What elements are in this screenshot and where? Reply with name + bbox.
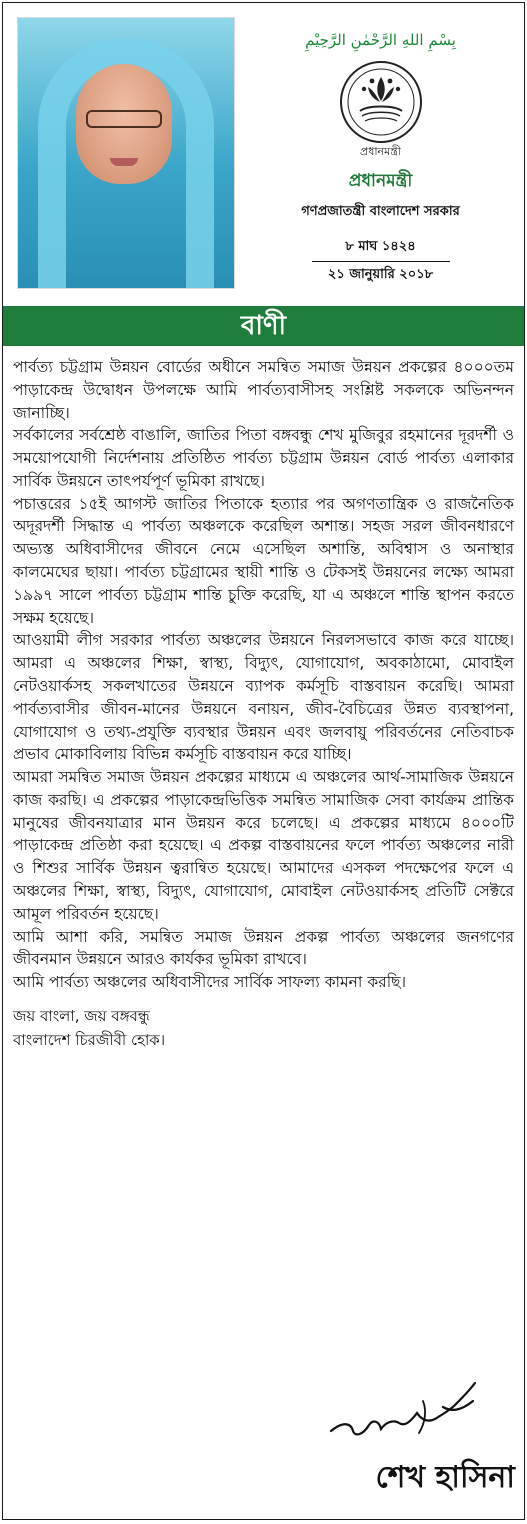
message-paragraph: সর্বকালের সর্বশ্রেষ্ঠ বাঙালি, জাতির পিতা বঙ্গবন্ধু শেখ মুজিবুর রহমানের দূরদর্শী ও সময়োপযোগী নির্দেশনায় প্রতিষ্ঠিত পার্বত্য চট্টগ্রাম উন্নয়ন বোর্ড পার্বত্য এলাকার সার্বিক উন্নয়নে তাৎপর্যপূর্ণ ভূমিকা রাখছে। bbox=[13, 426, 514, 490]
portrait-mouth bbox=[110, 158, 138, 166]
header bbox=[3, 3, 524, 306]
emblem-icon bbox=[338, 59, 424, 145]
closing-lines bbox=[13, 1004, 514, 1052]
handwritten-signature bbox=[323, 1361, 503, 1451]
message-paragraph: আমি পার্বত্য অঞ্চলের অধিবাসীদের সার্বিক সাফল্য কামনা করছি। bbox=[13, 973, 407, 992]
signatory-name: শেখ হাসিনা bbox=[375, 1460, 515, 1495]
message-paragraph: আওয়ামী লীগ সরকার পার্বত্য অঞ্চলের উন্নয়নে নিরলসভাবে কাজ করে যাচ্ছে। আমরা এ অঞ্চলের শিক্ষা, স্বাস্থ্য, বিদ্যুৎ, যোগাযোগ, অবকাঠামো, মোবাইল নেটওয়ার্কসহ সকলখাতের উন্নয়নে ব্যাপক কর্মসূচি বাস্তবায়ন করেছি। আমরা পার্বত্যবাসীর জীবন-মানের উন্নয়নে বনায়ন, জীব-বৈচিত্রের উন্নত ব্যবস্থাপনা, যোগাযোগ ও তথ্য-প্রযুক্তি ব্যবস্থার উন্নয়ন এবং জলবায়ু পরিবর্তনের নেতিবাচক প্রভাব মোকাবিলায় বিভিন্ন কর্মসূচি বাস্তবায়ন করে যাচ্ছি। bbox=[13, 631, 514, 764]
message-body bbox=[3, 346, 524, 1052]
message-paragraph: আমি আশা করি, সমন্বিত সমাজ উন্নয়ন প্রকল্প পার্বত্য অঞ্চলের জনগণের জীবনমান উন্নয়নে আরও কার্যকর ভূমিকা রাখবে। bbox=[13, 927, 514, 969]
message-paragraph: পার্বত্য চট্টগ্রাম উন্নয়ন বোর্ডের অধীনে সমন্বিত সমাজ উন্নয়ন প্রকল্পের ৪০০০তম পাড়াকেন্দ্র উদ্বোধন উপলক্ষে আমি পার্বত্যবাসীসহ সংশ্লিষ্ট সকলকে অভিনন্দন জানাচ্ছি। bbox=[13, 358, 514, 422]
closing-line-2: বাংলাদেশ চিরজীবী হোক। bbox=[13, 1030, 166, 1049]
government-emblem bbox=[338, 59, 424, 145]
date-divider bbox=[312, 261, 450, 262]
message-page bbox=[2, 2, 525, 1520]
date-gregorian: ২১ জানুয়ারি ২০১৮ bbox=[327, 267, 434, 282]
header-right bbox=[235, 3, 525, 286]
office-title: প্রধানমন্ত্রী bbox=[348, 171, 413, 191]
message-heading: বাণী bbox=[3, 306, 524, 346]
message-paragraph: আমরা সমন্বিত সমাজ উন্নয়ন প্রকল্পের মাধ্যমে এ অঞ্চলের আর্থ-সামাজিক উন্নয়নে কাজ করছি। এ প্রকল্পের পাড়াকেন্দ্রভিত্তিক সমন্বিত সামাজিক সেবা কার্যক্রম প্রান্তিক মানুষের জীবনযাত্রার মান উন্নয়ন করে চলেছে। এ প্রকল্পের মাধ্যমে ৪০০০টি পাড়াকেন্দ্র প্রতিষ্ঠা করা হয়েছে। এ প্রকল্প বাস্তবায়নের ফলে পার্বত্য অঞ্চলের নারী ও শিশুর সার্বিক উন্নয়ন ত্বরান্বিত হয়েছে। আমাদের এসকল পদক্ষেপের ফলে এ অঞ্চলের শিক্ষা, স্বাস্থ্য, বিদ্যুৎ, যোগাযোগ, মোবাইল নেটওয়ার্কসহ প্রতিটি সেক্টরে আমূল পরিবর্তন হয়েছে। bbox=[13, 768, 514, 923]
government-name: গণপ্রজাতন্ত্রী বাংলাদেশ সরকার bbox=[301, 204, 460, 219]
prime-minister-portrait bbox=[17, 17, 235, 289]
closing-line-1: জয় বাংলা, জয় বঙ্গবন্ধু bbox=[13, 1006, 150, 1025]
date-bangla: ৮ মাঘ ১৪২৪ bbox=[345, 239, 416, 254]
portrait-glasses bbox=[86, 110, 162, 128]
message-paragraph: পচাত্তরের ১৫ই আগস্ট জাতির পিতাকে হত্যার পর অগণতান্ত্রিক ও রাজনৈতিক অদূরদর্শী সিদ্ধান্ত এ পার্বত্য অঞ্চলকে করেছিল অশান্ত। সহজ সরল জীবনধারণে অভ্যস্ত অধিবাসীদের জীবনে নেমে এসেছিল অশান্তি, অবিশ্বাস ও অনাস্থার কালমেঘের ছায়া। পার্বত্য চট্টগ্রামের স্থায়ী শান্তি ও টেকসই উন্নয়নের লক্ষ্যে আমরা ১৯৯৭ সালে পার্বত্য চট্টগ্রাম শান্তি চুক্তি করেছি, যা এ অঞ্চলে শান্তি স্থাপন করতে সক্ষম হয়েছে। bbox=[13, 494, 514, 627]
emblem-caption: প্রধানমন্ত্রী bbox=[359, 145, 402, 158]
bismillah-text: بِسْمِ اللهِ الرَّحْمٰنِ الرَّحِيْمِ bbox=[305, 31, 456, 49]
